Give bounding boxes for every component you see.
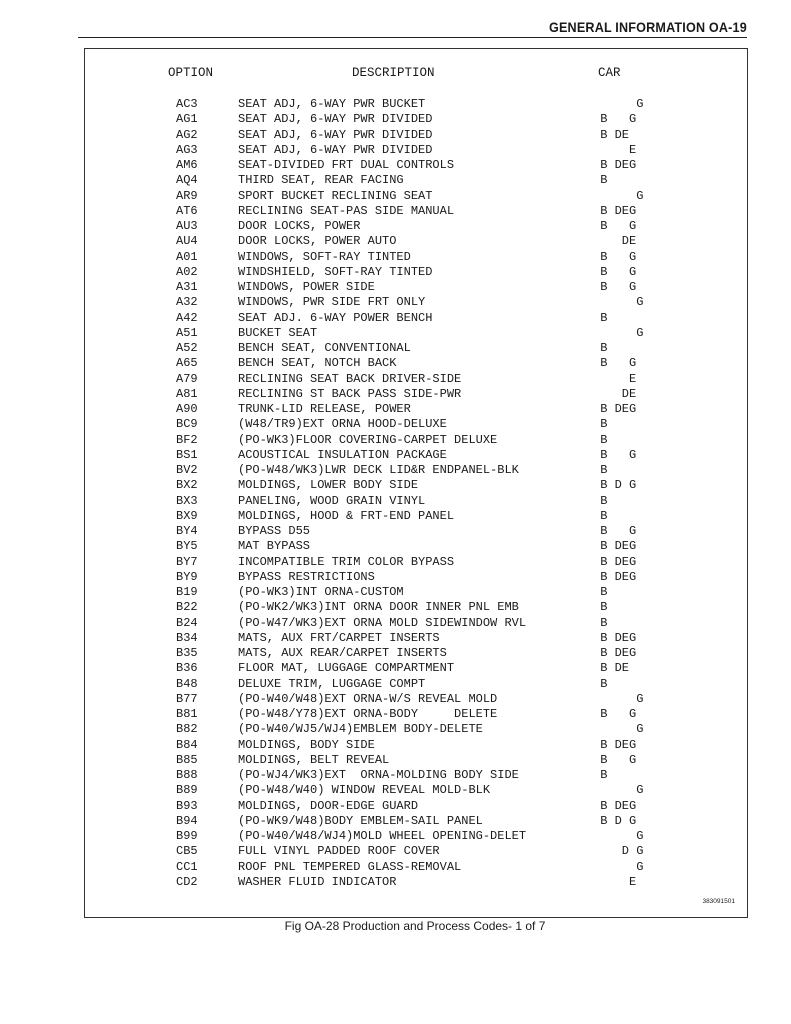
option-description: MOLDINGS, BELT REVEAL (238, 752, 390, 767)
car-codes: G (593, 691, 644, 706)
table-row (0, 692, 791, 707)
option-description: MATS, AUX REAR/CARPET INSERTS (238, 646, 447, 660)
option-code: BX3 (176, 493, 198, 508)
column-header-car: CAR (598, 66, 621, 80)
option-code: A02 (176, 264, 198, 279)
car-codes: B (593, 600, 608, 615)
table-row (0, 814, 791, 829)
table-row (0, 646, 791, 661)
car-codes: B G (593, 249, 637, 264)
car-codes: B DEG (593, 539, 637, 554)
figure-caption: Fig OA-28 Production and Process Codes- 1 of 7 (284, 919, 546, 933)
car-codes: E (593, 371, 637, 386)
car-codes: B (593, 463, 608, 477)
option-code: BX9 (176, 508, 198, 523)
car-codes: B (593, 585, 608, 599)
table-row (0, 417, 791, 432)
table-row (0, 677, 791, 692)
option-code: AU4 (176, 234, 198, 249)
option-description: TRUNK-LID RELEASE, POWER (238, 402, 411, 416)
table-row (0, 112, 791, 127)
option-code: BY5 (176, 539, 198, 554)
option-description: MOLDINGS, LOWER BODY SIDE (238, 478, 419, 493)
car-codes: G (593, 188, 644, 203)
car-codes: B DE (593, 127, 630, 142)
option-code: BS1 (176, 447, 198, 462)
table-row (0, 570, 791, 585)
car-codes: DE (593, 386, 637, 401)
table-row (0, 478, 791, 493)
table-row (0, 463, 791, 478)
option-description: RECLINING SEAT-PAS SIDE MANUAL (238, 203, 455, 218)
option-code: BV2 (176, 463, 198, 477)
option-code: AC3 (176, 97, 198, 111)
car-codes: B DEG (593, 203, 637, 218)
car-codes: B (593, 173, 608, 188)
option-code: A79 (176, 371, 198, 386)
option-code: AR9 (176, 188, 198, 203)
car-codes: B G (593, 219, 637, 233)
option-code: B19 (176, 585, 198, 599)
table-row (0, 372, 791, 387)
table-row (0, 753, 791, 768)
option-code: AG1 (176, 112, 198, 127)
option-description: FLOOR MAT, LUGGAGE COMPARTMENT (238, 661, 455, 676)
option-code: A32 (176, 295, 198, 310)
option-description: (W48/TR9)EXT ORNA HOOD-DELUXE (238, 417, 447, 432)
option-code: B89 (176, 783, 198, 798)
table-row (0, 265, 791, 280)
table-row (0, 143, 791, 158)
option-code: B82 (176, 722, 198, 737)
option-code: A51 (176, 325, 198, 340)
table-row (0, 844, 791, 859)
table-row (0, 707, 791, 722)
car-codes: G (593, 97, 644, 111)
option-code: B93 (176, 798, 198, 813)
table-row (0, 173, 791, 188)
option-description: WINDOWS, PWR SIDE FRT ONLY (238, 295, 426, 310)
option-description: (PO-W48/WK3)LWR DECK LID&R ENDPANEL-BLK (238, 463, 519, 477)
car-codes: DE (593, 234, 637, 249)
document-id: 383091501 (702, 898, 735, 905)
table-row (0, 722, 791, 737)
option-description: BENCH SEAT, NOTCH BACK (238, 356, 397, 371)
option-code: CD2 (176, 874, 198, 889)
page-header-title: GENERAL INFORMATION OA-19 (549, 19, 747, 35)
option-description: (PO-WJ4/WK3)EXT ORNA-MOLDING BODY SIDE (238, 768, 519, 782)
option-description: SEAT ADJ. 6-WAY POWER BENCH (238, 310, 433, 325)
option-description: BYPASS RESTRICTIONS (238, 569, 375, 584)
car-codes: E (593, 142, 637, 157)
option-code: A42 (176, 310, 198, 325)
table-row (0, 631, 791, 646)
car-codes: B (593, 508, 608, 523)
car-codes: B D G (593, 478, 637, 493)
car-codes: G (593, 295, 644, 310)
table-row (0, 128, 791, 143)
table-row (0, 158, 791, 173)
car-codes: B (593, 493, 608, 508)
table-row (0, 387, 791, 402)
car-codes: B G (593, 280, 637, 294)
table-row (0, 295, 791, 310)
car-codes: B (593, 768, 608, 782)
car-codes: E (593, 874, 637, 889)
option-code: B81 (176, 707, 198, 721)
table-row (0, 494, 791, 509)
car-codes: B G (593, 356, 637, 371)
column-header-description: DESCRIPTION (352, 66, 435, 80)
option-code: BY7 (176, 554, 198, 569)
option-description: (PO-W40/WJ5/WJ4)EMBLEM BODY-DELETE (238, 722, 483, 737)
option-description: (PO-W47/WK3)EXT ORNA MOLD SIDEWINDOW RVL (238, 615, 527, 630)
option-description: INCOMPATIBLE TRIM COLOR BYPASS (238, 554, 455, 569)
option-code: BY4 (176, 524, 198, 538)
option-code: A65 (176, 356, 198, 371)
option-code: BC9 (176, 417, 198, 432)
option-code: B24 (176, 615, 198, 630)
option-description: THIRD SEAT, REAR FACING (238, 173, 404, 188)
car-codes: B (593, 310, 608, 325)
option-description: BUCKET SEAT (238, 325, 318, 340)
option-description: DOOR LOCKS, POWER AUTO (238, 234, 397, 249)
car-codes: B DEG (593, 569, 637, 584)
table-row (0, 783, 791, 798)
car-codes: B (593, 615, 608, 630)
table-row (0, 311, 791, 326)
table-row (0, 829, 791, 844)
car-codes: B DEG (593, 630, 637, 645)
option-description: DOOR LOCKS, POWER (238, 219, 361, 233)
option-code: AM6 (176, 158, 198, 172)
option-code: B34 (176, 630, 198, 645)
option-code: AU3 (176, 219, 198, 233)
car-codes: B (593, 676, 608, 691)
option-code: B36 (176, 661, 198, 676)
car-codes: G (593, 722, 644, 737)
car-codes: B (593, 432, 608, 447)
option-description: SEAT ADJ, 6-WAY PWR DIVIDED (238, 127, 433, 142)
car-codes: G (593, 783, 644, 798)
car-codes: B (593, 341, 608, 355)
car-codes: B DEG (593, 798, 637, 813)
car-codes: G (593, 325, 644, 340)
car-codes: B DEG (593, 158, 637, 172)
option-code: B88 (176, 768, 198, 782)
option-description: (PO-W48/Y78)EXT ORNA-BODY DELETE (238, 707, 498, 721)
car-codes: B DEG (593, 646, 637, 660)
option-description: RECLINING ST BACK PASS SIDE-PWR (238, 386, 462, 401)
option-description: SPORT BUCKET RECLINING SEAT (238, 188, 433, 203)
table-row (0, 219, 791, 234)
option-description: WINDOWS, SOFT-RAY TINTED (238, 249, 411, 264)
option-description: PANELING, WOOD GRAIN VINYL (238, 493, 426, 508)
table-row (0, 448, 791, 463)
car-codes: B DEG (593, 554, 637, 569)
option-code: AG3 (176, 142, 198, 157)
car-codes: D G (593, 844, 644, 859)
option-description: WINDOWS, POWER SIDE (238, 280, 375, 294)
table-row (0, 402, 791, 417)
option-description: ROOF PNL TEMPERED GLASS-REMOVAL (238, 859, 462, 874)
option-code: A31 (176, 280, 198, 294)
table-row (0, 97, 791, 112)
option-code: B84 (176, 737, 198, 752)
option-code: BF2 (176, 432, 198, 447)
option-code: A52 (176, 341, 198, 355)
option-description: FULL VINYL PADDED ROOF COVER (238, 844, 440, 859)
table-row (0, 616, 791, 631)
car-codes: G (593, 859, 644, 874)
table-row (0, 875, 791, 890)
option-description: MOLDINGS, DOOR-EDGE GUARD (238, 798, 419, 813)
option-description: (PO-WK3)FLOOR COVERING-CARPET DELUXE (238, 432, 498, 447)
option-description: MOLDINGS, HOOD & FRT-END PANEL (238, 508, 455, 523)
car-codes: B DEG (593, 402, 637, 416)
option-code: B94 (176, 813, 198, 828)
column-header-option: OPTION (168, 66, 214, 80)
option-code: CC1 (176, 859, 198, 874)
option-code: B48 (176, 676, 198, 691)
option-description: WASHER FLUID INDICATOR (238, 874, 397, 889)
option-code: B22 (176, 600, 198, 615)
table-row (0, 768, 791, 783)
car-codes: B DEG (593, 737, 637, 752)
option-description: (PO-W40/W48/WJ4)MOLD WHEEL OPENING-DELET (238, 829, 527, 843)
car-codes: B G (593, 447, 637, 462)
car-codes: B (593, 417, 608, 432)
table-row (0, 524, 791, 539)
car-codes: B D G (593, 813, 637, 828)
table-row (0, 250, 791, 265)
car-codes: G (593, 829, 644, 843)
option-description: (PO-WK9/W48)BODY EMBLEM-SAIL PANEL (238, 813, 483, 828)
option-code: A81 (176, 386, 198, 401)
table-row (0, 539, 791, 554)
table-row (0, 326, 791, 341)
option-description: SEAT ADJ, 6-WAY PWR DIVIDED (238, 112, 433, 127)
option-description: WINDSHIELD, SOFT-RAY TINTED (238, 264, 433, 279)
table-row (0, 661, 791, 676)
option-description: DELUXE TRIM, LUGGAGE COMPT (238, 676, 426, 691)
option-code: B99 (176, 829, 198, 843)
car-codes: B G (593, 264, 637, 279)
car-codes: B G (593, 112, 637, 127)
table-row (0, 509, 791, 524)
table-row (0, 189, 791, 204)
table-row (0, 738, 791, 753)
option-description: (PO-W40/W48)EXT ORNA-W/S REVEAL MOLD (238, 691, 498, 706)
option-code: B77 (176, 691, 198, 706)
option-code: A01 (176, 249, 198, 264)
table-row (0, 341, 791, 356)
option-table (0, 97, 791, 890)
table-row (0, 204, 791, 219)
option-code: BY9 (176, 569, 198, 584)
car-codes: B G (593, 524, 637, 538)
option-description: BENCH SEAT, CONVENTIONAL (238, 341, 411, 355)
option-code: B35 (176, 646, 198, 660)
option-code: B85 (176, 752, 198, 767)
car-codes: B DE (593, 661, 630, 676)
option-description: (PO-W48/W40) WINDOW REVEAL MOLD-BLK (238, 783, 491, 798)
option-description: MATS, AUX FRT/CARPET INSERTS (238, 630, 440, 645)
option-description: (PO-WK2/WK3)INT ORNA DOOR INNER PNL EMB (238, 600, 519, 615)
option-description: (PO-WK3)INT ORNA-CUSTOM (238, 585, 404, 599)
table-row (0, 585, 791, 600)
option-code: AG2 (176, 127, 198, 142)
table-row (0, 234, 791, 249)
option-code: BX2 (176, 478, 198, 493)
car-codes: B G (593, 707, 637, 721)
table-row (0, 799, 791, 814)
table-row (0, 433, 791, 448)
option-description: BYPASS D55 (238, 524, 311, 538)
table-row (0, 280, 791, 295)
option-code: AT6 (176, 203, 198, 218)
header-divider (78, 37, 747, 38)
option-description: SEAT-DIVIDED FRT DUAL CONTROLS (238, 158, 455, 172)
table-row (0, 860, 791, 875)
table-row (0, 356, 791, 371)
option-description: RECLINING SEAT BACK DRIVER-SIDE (238, 371, 462, 386)
option-code: AQ4 (176, 173, 198, 188)
option-description: MOLDINGS, BODY SIDE (238, 737, 375, 752)
option-code: CB5 (176, 844, 198, 859)
car-codes: B G (593, 752, 637, 767)
option-description: SEAT ADJ, 6-WAY PWR DIVIDED (238, 142, 433, 157)
option-description: MAT BYPASS (238, 539, 311, 554)
option-description: SEAT ADJ, 6-WAY PWR BUCKET (238, 97, 426, 111)
table-row (0, 600, 791, 615)
table-row (0, 555, 791, 570)
option-description: ACOUSTICAL INSULATION PACKAGE (238, 447, 447, 462)
option-code: A90 (176, 402, 198, 416)
